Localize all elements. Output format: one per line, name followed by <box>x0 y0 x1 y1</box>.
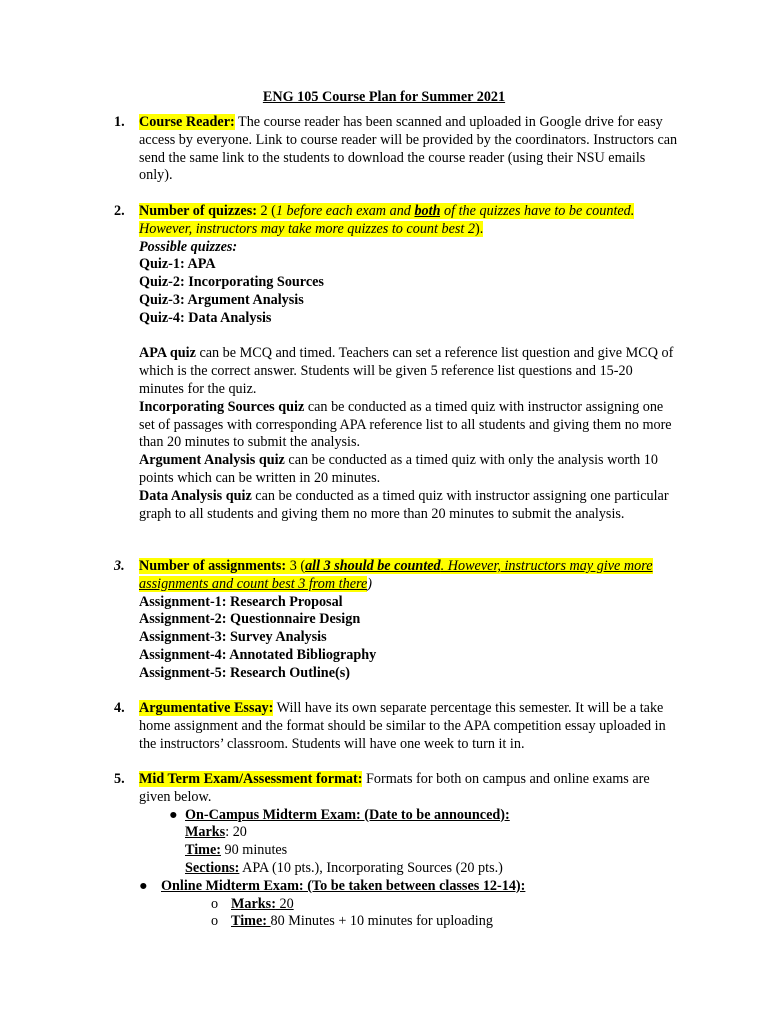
quiz-detail-label: Incorporating Sources quiz <box>139 398 305 415</box>
assignment-list-item: Assignment-3: Survey Analysis <box>139 629 327 646</box>
time-label: Time: <box>231 913 271 930</box>
possible-quizzes-heading: Possible quizzes: <box>139 238 238 255</box>
oncampus-heading: On-Campus Midterm Exam: (Date to be announced): <box>185 806 510 823</box>
quiz-detail-label: APA quiz <box>139 345 196 362</box>
quiz-detail-text: can be MCQ and timed. Teachers can set a reference list question and give MCQ of which is the correct answer. Students will be given 5 reference list questions and 15-20 minutes for the quiz. <box>139 345 674 397</box>
section-assignments <box>114 558 680 683</box>
assignment-note: . However, instructors may give more assignments and count best 3 from there <box>139 558 653 592</box>
assignment-count: 3 ( <box>286 558 306 574</box>
bullet-circle-icon: o <box>211 895 219 912</box>
time-value: 80 Minutes + 10 minutes for uploading <box>270 913 493 930</box>
quiz-detail-label: Argument Analysis quiz <box>139 452 285 469</box>
marks-label: Marks <box>185 824 226 841</box>
section-number: 2. <box>114 203 125 219</box>
quiz-note-close: ). <box>475 220 484 237</box>
quiz-detail <box>139 452 680 488</box>
section-number: 5. <box>114 771 125 787</box>
bullet-dot-icon: ● <box>139 877 148 894</box>
online-marks <box>139 896 680 914</box>
marks-label: Marks: <box>231 895 276 912</box>
quiz-detail-label: Data Analysis quiz <box>139 487 252 504</box>
section-number: 1. <box>114 114 125 130</box>
quiz-detail <box>139 399 680 452</box>
assignment-list-item: Assignment-5: Research Outline(s) <box>139 664 350 681</box>
quiz-detail-text: can be conducted as a timed quiz with only the analysis worth 10 points which can be written in 20 minutes. <box>139 452 658 486</box>
section-label: Number of quizzes: <box>139 203 257 219</box>
assignment-list-item: Assignment-2: Questionnaire Design <box>139 611 361 628</box>
oncampus-time <box>139 842 680 860</box>
quiz-detail-text: can be conducted as a timed quiz with instructor assigning one set of passages with corresponding APA reference list to all students and giving them no more than 20 minutes to submit the analysis. <box>139 398 672 451</box>
quiz-detail <box>139 488 680 524</box>
section-argumentative-essay <box>114 700 680 753</box>
section-number: 4. <box>114 700 125 716</box>
assignment-list-item: Assignment-1: Research Proposal <box>139 593 343 610</box>
section-midterm-format <box>114 771 680 931</box>
section-label: Course Reader: <box>139 114 235 130</box>
time-label: Time: <box>185 842 221 859</box>
quiz-list-item: Quiz-4: Data Analysis <box>139 309 272 326</box>
online-bullet <box>139 878 680 896</box>
quiz-count: 2 ( <box>256 203 276 219</box>
assignment-list-item: Assignment-4: Annotated Bibliography <box>139 646 377 663</box>
time-value: 90 minutes <box>221 842 288 859</box>
sections-label: Sections: <box>185 859 240 876</box>
section-text: The course reader has been scanned and uploaded in Google drive for easy access by everyone. Link to course reader will be provided by the coordinators. Instructors can send the same link to the students to download the course reader (using their NSU emails only). <box>139 114 678 184</box>
oncampus-bullet <box>139 807 680 825</box>
section-label: Argumentative Essay: <box>139 700 274 716</box>
online-time <box>139 913 680 931</box>
section-label: Mid Term Exam/Assessment format: <box>139 771 363 787</box>
quiz-detail <box>139 345 680 398</box>
oncampus-marks <box>139 824 680 842</box>
quiz-note-emphasis: both <box>414 203 441 219</box>
section-text: Will have its own separate percentage this semester. It will be a take home assignment and the format should be similar to the APA competition essay uploaded in the instructors’ classroom. Students will have one week to turn it in. <box>139 700 666 752</box>
quiz-list-item: Quiz-1: APA <box>139 256 216 273</box>
sections-value: APA (10 pts.), Incorporating Sources (20 pts.) <box>239 859 503 876</box>
section-quizzes <box>114 203 680 523</box>
page-title: ENG 105 Course Plan for Summer 2021 <box>262 89 506 105</box>
section-number: 3. <box>114 558 125 574</box>
marks-value: : 20 <box>225 824 247 841</box>
quiz-list-item: Quiz-3: Argument Analysis <box>139 291 304 308</box>
section-course-reader <box>114 114 680 185</box>
quiz-detail-text: can be conducted as a timed quiz with instructor assigning one particular graph to all students and giving them no more than 20 minutes to submit the analysis. <box>139 487 669 522</box>
assignment-note-close: ) <box>367 575 373 592</box>
quiz-note: 1 before each exam and <box>275 203 415 219</box>
bullet-circle-icon: o <box>211 913 219 930</box>
assignment-note-emphasis: all 3 should be counted <box>305 558 441 574</box>
oncampus-sections <box>139 860 680 878</box>
quiz-list-item: Quiz-2: Incorporating Sources <box>139 274 324 291</box>
marks-value: 20 <box>275 895 294 912</box>
online-heading: Online Midterm Exam: (To be taken between classes 12-14): <box>161 877 526 894</box>
bullet-dot-icon: ● <box>169 806 178 823</box>
section-label: Number of assignments: <box>139 558 287 574</box>
section-text: Formats for both on campus and online exams are given below. <box>139 771 650 805</box>
quiz-note: of the quizzes have to be counted. However, instructors may take more quizzes to count best 2 <box>139 203 635 237</box>
